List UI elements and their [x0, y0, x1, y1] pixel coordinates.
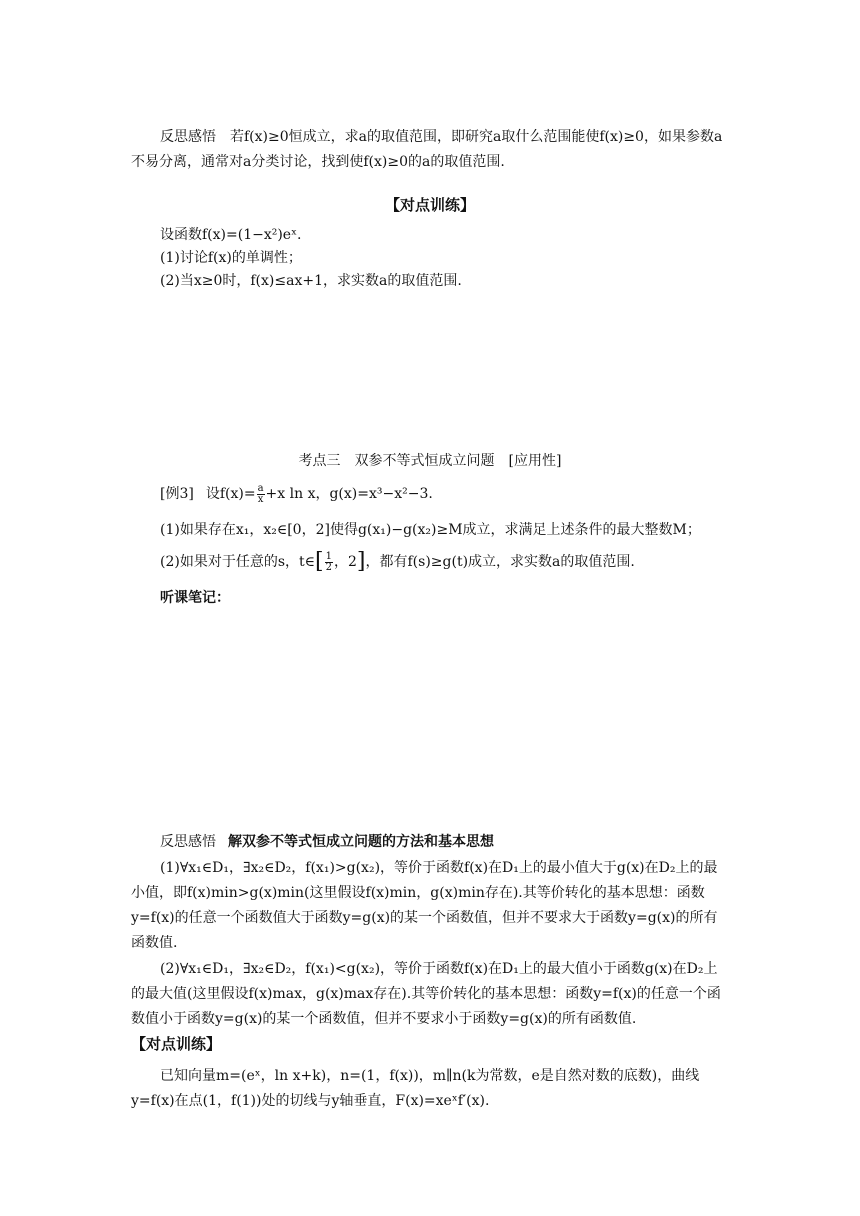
section-title: 考点三 双参不等式恒成立问题 [应用性] [298, 453, 562, 469]
q2-post: ，都有f(s)≥g(t)成立，求实数a的取值范围. [365, 554, 635, 570]
reflection-text: 若f(x)≥0恒成立，求a的取值范围，即研究a取什么范围能使f(x)≥0，如果参数a不易分离，通常对a分类讨论，找到使f(x)≥0的a的取值范围. [131, 129, 723, 170]
reflection2-title: 解双参不等式恒成立问题的方法和基本思想 [228, 834, 494, 850]
example-label: [例3] [160, 486, 194, 502]
half-denominator: 2 [325, 561, 332, 573]
fraction-numerator: a [257, 482, 264, 494]
example3-pre: 设f(x)= [205, 486, 256, 502]
reflection2-paragraph-1: (1)∀x₁∈D₁，∃x₂∈D₂，f(x₁)>g(x₂)，等价于函数f(x)在D₁上的最小值大于g(x)在D₂上的最小值，即f(x)min>g(x)min(这里假设f(x)min，g(x)min存在).其等价转化的基本思想：函数y=f(x)的任意一个函数值大于函数y=g(x)的某一个函数值，但并不要求大于函数y=g(x)的所有函数值. [131, 860, 718, 951]
notes-label: 听课笔记： [160, 590, 230, 606]
example3-question-2 [160, 550, 760, 575]
fraction-one-half [325, 552, 333, 573]
example3-post: +x ln x，g(x)=x³−x²−3. [265, 486, 433, 502]
interval-end: ，2 [333, 554, 357, 570]
right-bracket: ] [356, 549, 366, 574]
reflection-label: 反思感悟 [160, 129, 216, 145]
half-numerator: 1 [325, 550, 332, 562]
training-heading-1: 【对点训练】 [384, 196, 475, 214]
left-bracket: [ [315, 549, 324, 574]
reflection2-label: 反思感悟 [160, 834, 216, 850]
training1-line-2: (1)讨论f(x)的单调性； [160, 250, 302, 266]
example3-question-1: (1)如果存在x₁，x₂∈[0，2]使得g(x₁)−g(x₂)≥M成立，求满足上述条件的最大整数M； [160, 522, 701, 538]
example3-statement [160, 482, 760, 507]
reflection-paragraph-1 [131, 125, 731, 175]
reflection2-paragraph-2: (2)∀x₁∈D₁，∃x₂∈D₂，f(x₁)<g(x₂)，等价于函数f(x)在D₁上的最大值小于函数g(x)在D₂上的最大值(这里假设f(x)max，g(x)max存在).其等价转化的基本思想：函数y=f(x)的任意一个函数值小于函数y=g(x)的某一个函数值，但并不要求小于函数y=g(x)的所有函数值. [131, 961, 721, 1027]
fraction-a-over-x [257, 484, 265, 505]
training-heading-2: 【对点训练】 [131, 1035, 222, 1053]
reflection-heading-2 [160, 830, 760, 855]
training2-text: 已知向量m=(eˣ，ln x+k)，n=(1，f(x))，m∥n(k为常数，e是自然对数的底数)，曲线y=f(x)在点(1，f(1))处的切线与y轴垂直，F(x)=xeˣf′(x). [131, 1068, 700, 1109]
training1-line-3: (2)当x≥0时，f(x)≤ax+1，求实数a的取值范围. [160, 273, 462, 289]
training1-line-1: 设函数f(x)=(1−x²)eˣ. [160, 227, 302, 243]
fraction-denominator: x [257, 493, 264, 505]
q2-pre: (2)如果对于任意的s，t∈ [160, 554, 316, 570]
